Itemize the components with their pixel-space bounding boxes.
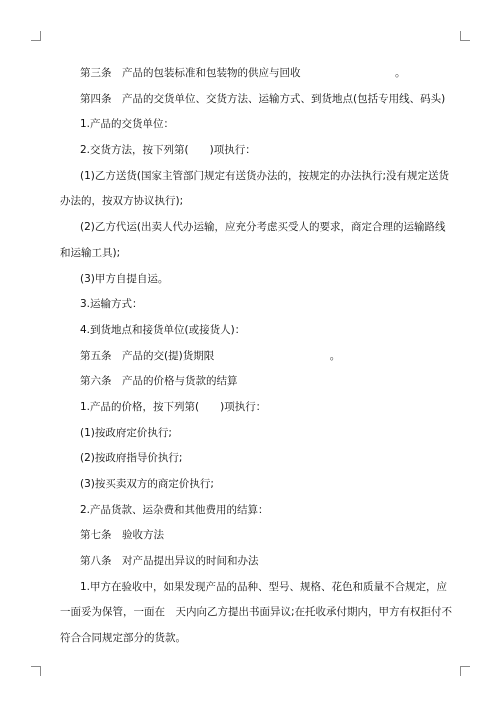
paragraph-line: 4.到货地点和接货单位(或接货人)： <box>80 323 246 336</box>
crop-mark-bottom-right <box>460 666 470 676</box>
article-6 <box>80 374 445 388</box>
crop-mark-bottom-left <box>31 666 41 676</box>
paragraph-line: 3.运输方式： <box>80 298 143 311</box>
paragraph-line: 第五条 产品的交(提)货期限 。 <box>80 349 341 362</box>
article-3 <box>80 66 445 80</box>
crop-mark-top-right <box>460 31 470 41</box>
paragraph-line: 第六条 产品的价格与货款的结算 <box>80 375 238 388</box>
paragraph-line: 第四条 产品的交货单位、交货方法、运输方式、到货地点(包括专用线、码头) <box>80 92 446 105</box>
paragraph-line: 2.交货方法，按下列第( )项执行： <box>80 144 256 157</box>
price-method <box>80 400 445 414</box>
paragraph-line: 一面妥为保管，一面在 天内向乙方提出书面异议;在托收承付期内，甲方有权拒付不 <box>60 606 453 619</box>
paragraph-line: (1)按政府定价执行; <box>80 426 172 439</box>
paragraph-line: (2)乙方代运(出卖人代办运输，应充分考虑买受人的要求，商定合理的运输路线 <box>80 221 446 234</box>
delivery-unit <box>80 117 445 131</box>
objection-clause <box>60 580 453 645</box>
transport-mode <box>80 297 445 311</box>
paragraph-line: 办法的，按双方协议执行); <box>60 195 184 208</box>
paragraph-line: 第七条 验收方法 <box>80 529 164 542</box>
document-body <box>60 66 453 657</box>
option-negotiated-price <box>80 477 445 491</box>
paragraph-line: 2.产品货款、运杂费和其他费用的结算： <box>80 503 269 516</box>
delivery-method <box>80 143 445 157</box>
paragraph-line: (3)按买卖双方的商定价执行; <box>80 478 214 490</box>
paragraph-line: 1.产品的价格，按下列第( )项执行： <box>80 400 267 413</box>
article-5 <box>80 349 445 363</box>
paragraph-line: 第三条 产品的包装标准和包装物的供应与回收 。 <box>80 67 406 79</box>
payment-settlement <box>80 503 445 517</box>
paragraph-line: 和运输工具); <box>60 246 121 259</box>
paragraph-line: 1.产品的交货单位： <box>80 118 175 131</box>
paragraph-line: (3)甲方自提自运。 <box>80 272 169 285</box>
option-government-price <box>80 426 445 440</box>
option-seller-shipping <box>60 220 446 260</box>
paragraph-line: (1)乙方送货(国家主管部门规定有送货办法的，按规定的办法执行;没有规定送货 <box>80 169 450 182</box>
paragraph-line: (2)按政府指导价执行; <box>80 452 183 465</box>
arrival-location <box>80 323 445 337</box>
paragraph-line: 符合合同规定部分的货款。 <box>60 632 186 645</box>
article-7 <box>80 528 445 542</box>
article-4 <box>80 92 445 106</box>
option-guided-price <box>80 451 445 465</box>
option-seller-delivery <box>60 169 450 209</box>
crop-mark-top-left <box>31 31 41 41</box>
option-buyer-pickup <box>80 272 445 286</box>
paragraph-line: 第八条 对产品提出异议的时间和办法 <box>80 555 259 568</box>
paragraph-line: 1.甲方在验收中，如果发现产品的品种、型号、规格、花色和质量不合规定，应 <box>80 580 448 593</box>
article-8 <box>80 554 445 568</box>
